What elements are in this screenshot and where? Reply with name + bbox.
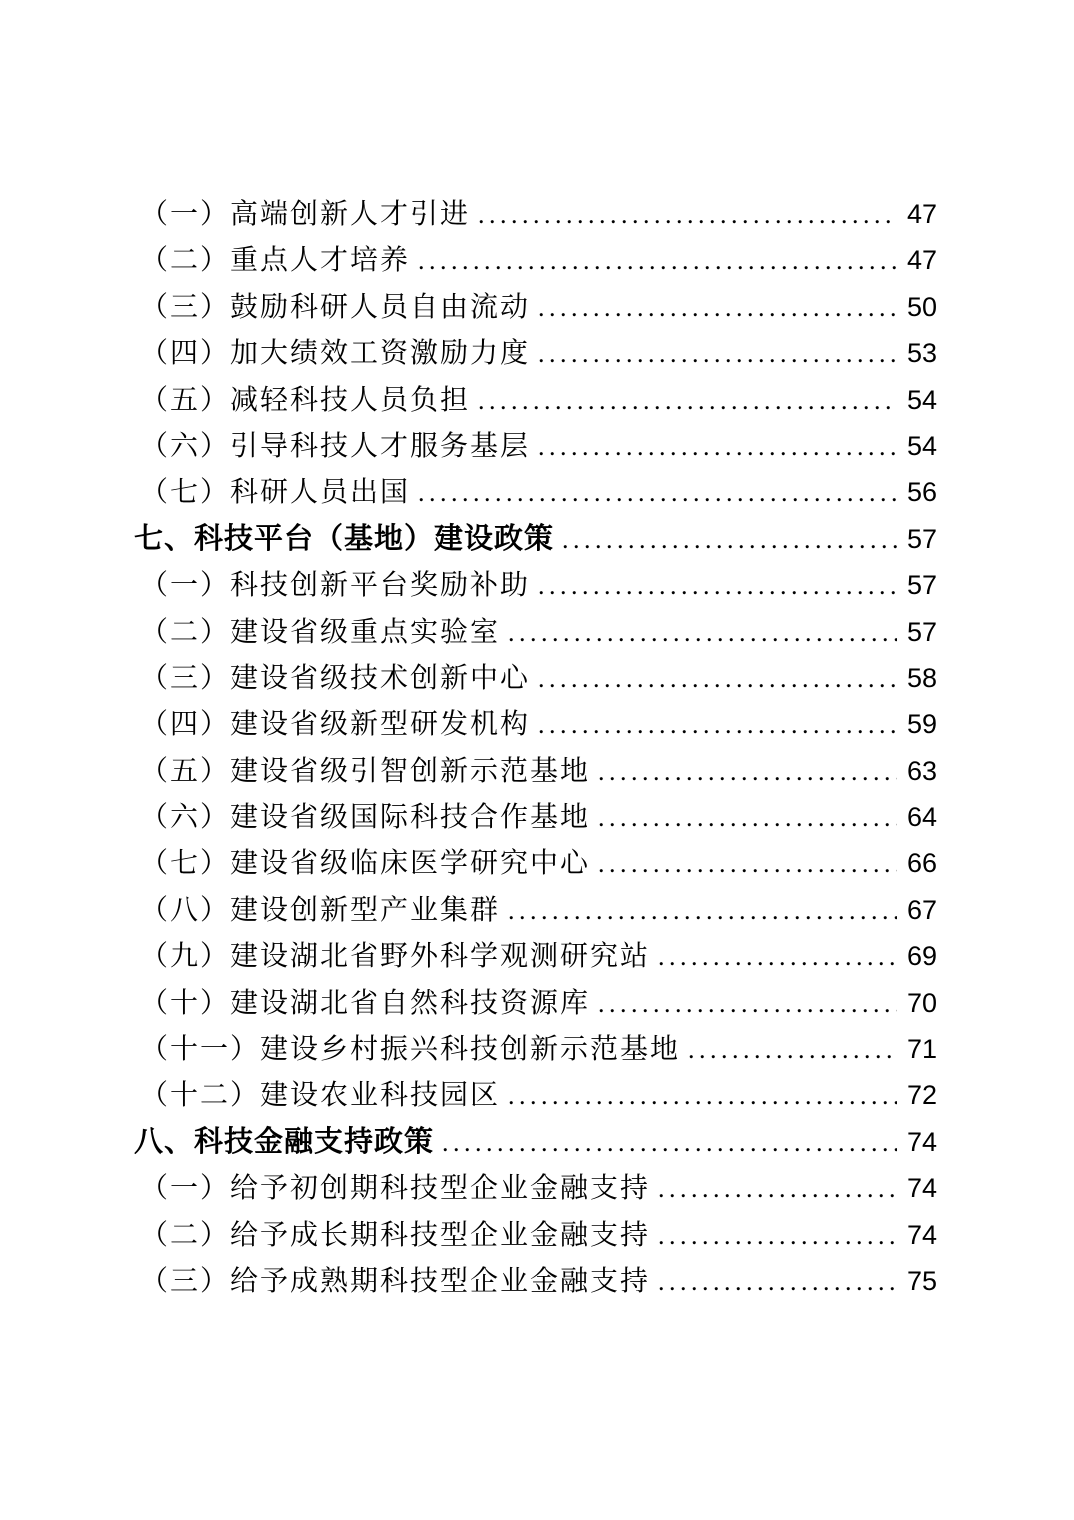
dot-leader: [508, 1073, 897, 1123]
dot-leader: [562, 517, 897, 567]
toc-entry: [140, 748, 937, 794]
toc-entry-page-number: 69: [906, 941, 937, 972]
dot-leader: [598, 981, 897, 1031]
toc-entry: [140, 609, 937, 655]
toc-entry-title: （一）给予初创期科技型企业金融支持: [140, 1173, 651, 1205]
dot-leader: [658, 1166, 897, 1216]
toc-list: [134, 191, 937, 1304]
dot-leader: [538, 331, 897, 381]
toc-entry-page-number: 75: [906, 1265, 937, 1296]
toc-entry-title: （二）给予成长期科技型企业金融支持: [140, 1219, 651, 1251]
toc-entry-page-number: 57: [906, 570, 937, 601]
toc-entry: [140, 980, 937, 1026]
toc-entry-page-number: 56: [906, 477, 937, 508]
toc-entry-page-number: 74: [906, 1126, 937, 1157]
dot-leader: [538, 424, 897, 474]
dot-leader: [538, 702, 897, 752]
toc-entry: [140, 1258, 937, 1304]
toc-entry-page-number: 53: [906, 338, 937, 369]
toc-entry-page-number: 47: [906, 245, 937, 276]
dot-leader: [688, 1027, 897, 1077]
toc-entry-page-number: 63: [906, 755, 937, 786]
toc-entry-page-number: 57: [906, 616, 937, 647]
dot-leader: [418, 238, 897, 288]
toc-entry: [140, 1026, 937, 1072]
toc-entry-page-number: 54: [906, 384, 937, 415]
toc-entry: [140, 330, 937, 376]
toc-entry: [140, 887, 937, 933]
dot-leader: [508, 888, 897, 938]
toc-entry-title: （三）建设省级技术创新中心: [140, 662, 531, 694]
toc-entry-page-number: 72: [906, 1080, 937, 1111]
toc-entry-title: （九）建设湖北省野外科学观测研究站: [140, 941, 651, 973]
toc-entry: [140, 284, 937, 330]
toc-entry-title: （二）建设省级重点实验室: [140, 616, 501, 648]
dot-leader: [538, 656, 897, 706]
toc-entry: [140, 1165, 937, 1211]
toc-entry: [140, 1212, 937, 1258]
toc-entry-title: 八、科技金融支持政策: [134, 1125, 435, 1158]
toc-entry: [140, 377, 937, 423]
toc-entry-page-number: 54: [906, 430, 937, 461]
toc-entry-title: （一）科技创新平台奖励补助: [140, 570, 531, 602]
dot-leader: [478, 192, 897, 242]
toc-entry-title: （七）建设省级临床医学研究中心: [140, 848, 591, 880]
toc-entry-title: （十一）建设乡村振兴科技创新示范基地: [140, 1034, 681, 1066]
toc-entry-page-number: 57: [906, 523, 937, 554]
toc-entry-page-number: 70: [906, 987, 937, 1018]
dot-leader: [418, 470, 897, 520]
dot-leader: [442, 1120, 897, 1170]
toc-entry-title: （六）引导科技人才服务基层: [140, 430, 531, 462]
toc-entry-page-number: 50: [906, 291, 937, 322]
dot-leader: [508, 610, 897, 660]
toc-entry-page-number: 74: [906, 1173, 937, 1204]
dot-leader: [658, 1259, 897, 1309]
toc-entry: [140, 469, 937, 515]
toc-entry-page-number: 66: [906, 848, 937, 879]
toc-entry-title: （四）加大绩效工资激励力度: [140, 338, 531, 370]
dot-leader: [538, 563, 897, 613]
toc-entry-page-number: 47: [906, 199, 937, 229]
toc-entry: [140, 794, 937, 840]
toc-entry-title: （六）建设省级国际科技合作基地: [140, 802, 591, 834]
toc-entry: [140, 933, 937, 979]
dot-leader: [478, 378, 897, 428]
toc-entry: [140, 655, 937, 701]
toc-entry: [140, 423, 937, 469]
dot-leader: [658, 934, 897, 984]
toc-entry-title: （一）高端创新人才引进: [140, 199, 471, 230]
toc-entry: [140, 701, 937, 747]
toc-entry-title: （三）给予成熟期科技型企业金融支持: [140, 1265, 651, 1297]
toc-entry-page-number: 74: [906, 1219, 937, 1250]
toc-entry: [140, 191, 937, 237]
toc-entry-title: （四）建设省级新型研发机构: [140, 709, 531, 741]
toc-entry: [134, 1119, 937, 1165]
toc-entry: [140, 1072, 937, 1118]
toc-entry-title: 七、科技平台（基地）建设政策: [134, 522, 555, 555]
toc-entry-title: （三）鼓励科研人员自由流动: [140, 291, 531, 323]
dot-leader: [598, 749, 897, 799]
toc-entry-page-number: 58: [906, 662, 937, 693]
toc-entry-title: （八）建设创新型产业集群: [140, 894, 501, 926]
toc-entry-page-number: 71: [906, 1034, 937, 1065]
toc-entry-title: （十二）建设农业科技园区: [140, 1080, 501, 1112]
toc-entry-title: （五）建设省级引智创新示范基地: [140, 755, 591, 787]
toc-entry-title: （七）科研人员出国: [140, 477, 411, 509]
dot-leader: [538, 285, 897, 335]
dot-leader: [598, 795, 897, 845]
dot-leader: [658, 1213, 897, 1263]
toc-entry: [140, 840, 937, 886]
toc-entry-page-number: 67: [906, 894, 937, 925]
dot-leader: [598, 841, 897, 891]
toc-entry-page-number: 64: [906, 802, 937, 833]
toc-entry-page-number: 59: [906, 709, 937, 740]
toc-entry: [140, 237, 937, 283]
toc-entry-title: （五）减轻科技人员负担: [140, 384, 471, 416]
toc-entry-title: （十）建设湖北省自然科技资源库: [140, 987, 591, 1019]
toc-entry-title: （二）重点人才培养: [140, 245, 411, 277]
toc-entry: [140, 562, 937, 608]
toc-entry: [134, 516, 937, 562]
